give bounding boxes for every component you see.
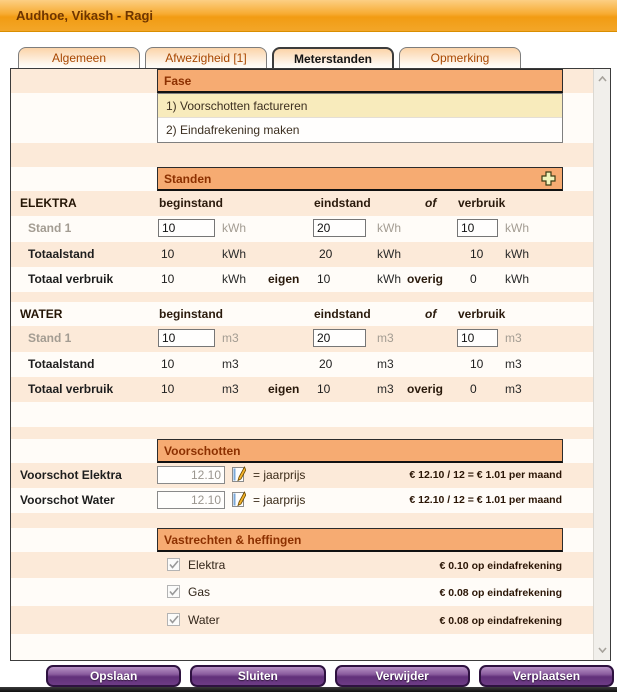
row-water-stand1 (11, 326, 593, 352)
totaalstand-begin: 10 (161, 247, 175, 261)
row-fase-header (11, 69, 593, 93)
col-beginstand: beginstand (159, 196, 224, 210)
voorschot-elektra-note: € 12.10 / 12 = € 1.01 per maand (409, 469, 562, 481)
totaal-verbruik-label: Totaal verbruik (28, 272, 114, 286)
voorschot-water-input[interactable] (157, 491, 225, 509)
scroll-down-icon[interactable] (595, 642, 610, 658)
content-main (11, 69, 593, 660)
vastrecht-water-label: Water (188, 613, 220, 627)
fase-option-label: 2) Eindafrekening maken (166, 123, 300, 137)
spacer-row (11, 634, 593, 660)
spacer-row (11, 427, 593, 439)
elektra-beginstand-input[interactable] (158, 219, 215, 237)
voorschotten-section-header (157, 439, 563, 463)
row-water-totaal-verbruik (11, 377, 593, 402)
add-meter-icon[interactable] (541, 171, 556, 186)
totaalstand-label: Totaalstand (28, 357, 95, 371)
stand1-label: Stand 1 (28, 331, 72, 345)
spacer-row (11, 143, 593, 167)
totaalstand-eind: 20 (319, 247, 333, 261)
water-verbruik-input[interactable] (457, 329, 498, 347)
col-verbruik: verbruik (458, 307, 506, 321)
unit-label: kWh (222, 272, 246, 286)
totaalstand-verbruik: 10 (470, 247, 484, 261)
row-voorschot-elektra (11, 463, 593, 488)
unit-label: m3 (377, 331, 394, 345)
totaalstand-begin: 10 (161, 357, 175, 371)
col-of: of (425, 196, 437, 210)
sluiten-button[interactable]: Sluiten (190, 665, 325, 687)
unit-label: m3 (222, 357, 239, 371)
tab-opmerking[interactable] (399, 47, 521, 68)
unit-label: kWh (377, 247, 401, 261)
unit-label: m3 (222, 331, 239, 345)
tab-afwezigheid[interactable] (145, 47, 267, 68)
water-checkbox[interactable] (167, 613, 180, 626)
totaalstand-eind: 20 (319, 357, 333, 371)
unit-label: m3 (377, 382, 394, 396)
voorschotten-header-label: Voorschotten (164, 443, 241, 458)
water-eindstand-input[interactable] (313, 329, 366, 347)
unit-label: m3 (505, 357, 522, 371)
water-beginstand-input[interactable] (158, 329, 215, 347)
scroll-up-icon[interactable] (595, 71, 610, 87)
voorschot-water-label: Voorschot Water (20, 493, 115, 507)
spacer-row (11, 513, 593, 528)
gas-checkbox[interactable] (167, 585, 180, 598)
tab-label: Afwezigheid [1] (165, 51, 247, 65)
overig-label: overig (407, 382, 444, 396)
totaal-value: 10 (161, 382, 175, 396)
row-vastrecht-elektra (11, 552, 593, 578)
col-beginstand: beginstand (159, 307, 224, 321)
row-elektra-header (11, 191, 593, 216)
fase-section-header (157, 69, 563, 93)
tab-content-panel (10, 68, 611, 661)
tab-label: Opmerking (430, 51, 490, 65)
col-eindstand: eindstand (314, 196, 371, 210)
tab-label: Meterstanden (293, 51, 373, 66)
totaalstand-verbruik: 10 (470, 357, 484, 371)
vertical-scrollbar[interactable] (593, 69, 610, 660)
row-fase-list (11, 93, 593, 143)
eigen-label: eigen (268, 382, 300, 396)
window-bottom-edge (0, 687, 617, 692)
tab-algemeen[interactable] (18, 47, 140, 68)
totaal-verbruik-label: Totaal verbruik (28, 382, 114, 396)
title-bar (0, 0, 617, 32)
vastrecht-water-note: € 0.08 op eindafrekening (439, 615, 562, 627)
row-standen-header (11, 167, 593, 191)
vastrechten-header-label: Vastrechten & heffingen (164, 532, 302, 547)
row-water-header (11, 302, 593, 326)
spacer-row (11, 402, 593, 427)
row-elektra-totaalstand (11, 242, 593, 267)
voorschot-water-note: € 12.10 / 12 = € 1.01 per maand (409, 494, 562, 506)
eigen-value: 10 (317, 272, 331, 286)
unit-label: kWh (377, 221, 401, 235)
tab-meterstanden[interactable] (272, 47, 394, 68)
voorschot-elektra-label: Voorschot Elektra (20, 468, 122, 482)
vastrecht-gas-note: € 0.08 op eindafrekening (439, 587, 562, 599)
overig-value: 0 (470, 382, 477, 396)
standen-header-label: Standen (164, 171, 212, 186)
unit-label: kWh (222, 221, 246, 235)
row-water-totaalstand (11, 352, 593, 377)
fase-option-1[interactable] (158, 94, 562, 118)
tab-bar (18, 47, 521, 68)
fase-option-label: 1) Voorschotten factureren (166, 98, 308, 113)
row-elektra-stand1 (11, 216, 593, 242)
jaarprijs-label: = jaarprijs (253, 493, 306, 507)
overig-label: overig (407, 272, 444, 286)
unit-label: kWh (505, 221, 529, 235)
unit-label: m3 (505, 331, 522, 345)
tab-label: Algemeen (51, 51, 107, 65)
row-vastrecht-water (11, 606, 593, 634)
voorschot-elektra-input[interactable] (157, 466, 225, 484)
vastrecht-elektra-label: Elektra (188, 558, 226, 572)
vastrecht-gas-label: Gas (188, 585, 211, 599)
col-eindstand: eindstand (314, 307, 371, 321)
unit-label: m3 (505, 382, 522, 396)
fase-listbox (157, 93, 563, 143)
meter-name: ELEKTRA (20, 196, 77, 210)
spacer-row (11, 292, 593, 302)
edit-icon[interactable] (232, 491, 246, 510)
elektra-checkbox[interactable] (167, 558, 180, 571)
unit-label: m3 (222, 382, 239, 396)
unit-label: m3 (377, 357, 394, 371)
vastrechten-section-header (157, 528, 563, 552)
eigen-label: eigen (268, 272, 300, 286)
footer-button-bar (0, 665, 617, 687)
fase-option-2[interactable] (158, 118, 562, 142)
row-elektra-totaal-verbruik (11, 267, 593, 292)
fase-header-label: Fase (164, 73, 192, 88)
row-voorschotten-header (11, 439, 593, 463)
col-verbruik: verbruik (458, 196, 506, 210)
verwijder-button[interactable]: Verwijder (335, 665, 470, 687)
elektra-eindstand-input[interactable] (313, 219, 366, 237)
unit-label: kWh (377, 272, 401, 286)
unit-label: kWh (505, 247, 529, 261)
opslaan-button[interactable]: Opslaan (46, 665, 181, 687)
window-title: Audhoe, Vikash - Ragi (16, 8, 154, 23)
row-voorschot-water (11, 488, 593, 513)
overig-value: 0 (470, 272, 477, 286)
meter-name: WATER (20, 307, 63, 321)
stand1-label: Stand 1 (28, 221, 72, 235)
row-vastrechten-header (11, 528, 593, 552)
elektra-verbruik-input[interactable] (457, 219, 498, 237)
jaarprijs-label: = jaarprijs (253, 468, 306, 482)
vastrecht-elektra-note: € 0.10 op eindafrekening (439, 560, 562, 572)
edit-icon[interactable] (232, 466, 246, 485)
unit-label: kWh (222, 247, 246, 261)
standen-section-header (157, 167, 563, 191)
eigen-value: 10 (317, 382, 331, 396)
row-vastrecht-gas (11, 578, 593, 606)
totaal-value: 10 (161, 272, 175, 286)
verplaatsen-button[interactable]: Verplaatsen (479, 665, 614, 687)
totaalstand-label: Totaalstand (28, 247, 95, 261)
unit-label: kWh (505, 272, 529, 286)
col-of: of (425, 307, 437, 321)
